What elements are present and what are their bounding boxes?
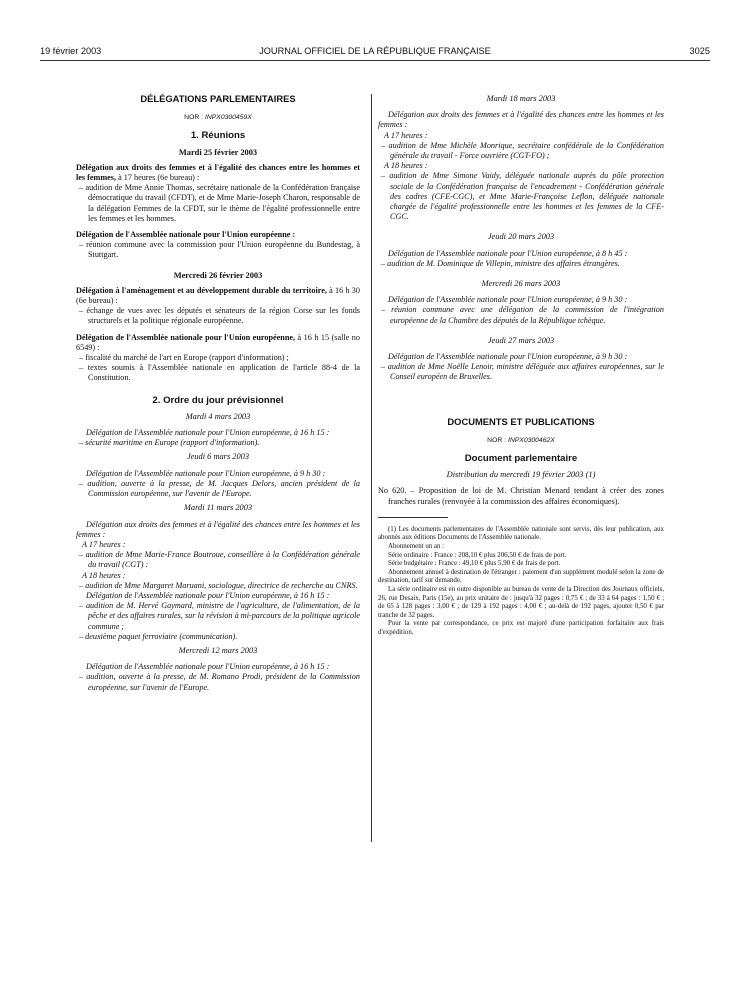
nor-reference — [378, 436, 664, 446]
agenda-item: – réunion commune avec une délégation de la commission de l'intégration européenne de la Chambre des députés de la République tchèque. — [381, 305, 664, 325]
heading-reunions: 1. Réunions — [190, 130, 246, 142]
distribution-line: Distribution du mercredi 19 février 2003 (1) — [446, 470, 596, 480]
nor-label: NOR : — [487, 436, 507, 444]
delegation-heading — [76, 286, 360, 306]
footnote-text: Série budgétaire : France : 49,10 € plus 5,90 € de frais de port. — [388, 560, 561, 568]
delegation-intro: Délégation de l'Assemblée nationale pour l'Union européenne, à 9 h 30 : — [86, 468, 326, 478]
header-title: JOURNAL OFFICIEL DE LA RÉPUBLIQUE FRANÇAISE — [259, 46, 491, 56]
date-heading: Mercredi 12 mars 2003 — [178, 645, 258, 655]
date-heading: Mardi 4 mars 2003 — [185, 411, 251, 421]
delegation-heading: Délégation de l'Assemblée nationale pour l'Union européenne : — [76, 230, 296, 240]
delegation-name: Délégation aux droits des femmes et à l'égalité des chances entre les hommes et les femmes, — [76, 162, 360, 183]
delegation-intro: Délégation aux droits des femmes et à l'égalité des chances entre les hommes et les femmes : — [378, 110, 664, 130]
agenda-item: – textes soumis à l'Assemblée nationale en application de l'article 88-4 de la Constitution. — [79, 363, 360, 383]
footnote-rule — [378, 517, 448, 518]
header-page-number: 3025 — [689, 46, 710, 56]
page-header — [40, 46, 710, 60]
agenda-item: – audition de Mme Annie Thomas, secrétaire nationale de la Confédération française démocratique du travail (CFDT), et de Mme Marie-Joseph Charon, responsable de la délégation Femmes de la CFDT, sur le thème de l'égalité professionnelle entre les femmes et les hommes. — [79, 183, 360, 223]
delegation-intro: Délégation de l'Assemblée nationale pour l'Union européenne, à 8 h 45 : — [388, 248, 628, 258]
agenda-item: – deuxième paquet ferroviaire (communication). — [79, 631, 238, 641]
section-title-delegations: DÉLÉGATIONS PARLEMENTAIRES — [140, 93, 296, 104]
date-heading: Mercredi 26 mars 2003 — [481, 279, 561, 289]
nor-code: INPX0300459X — [204, 114, 252, 122]
time-label: A 17 heures : — [82, 539, 126, 549]
date-heading: Jeudi 6 mars 2003 — [186, 452, 250, 462]
header-rule — [40, 60, 710, 61]
footnote-text: Abonnement annuel à destination de l'étranger : paiement d'un supplément modulé selon la zone de destination, tarif sur demande. — [378, 568, 664, 585]
left-column — [76, 94, 360, 693]
delegation-time: à 16 h 15 (salle no 6549) : — [76, 332, 360, 352]
document-entry: No 620. – Proposition de loi de M. Christian Menard tendant à créer des zones franches rurales (renvoyée à la commission des affaires économiques). — [378, 486, 664, 506]
agenda-item: – sécurité maritime en Europe (rapport d'information). — [79, 438, 260, 448]
date-heading: Mardi 11 mars 2003 — [183, 503, 253, 513]
footnote-text: Abonnement un an : — [388, 543, 445, 551]
heading-ordre-du-jour: 2. Ordre du jour prévisionnel — [152, 394, 284, 406]
delegation-intro: Délégation de l'Assemblée nationale pour l'Union européenne, à 16 h 15 : — [86, 662, 330, 672]
delegation-name: Délégation à l'aménagement et au développement durable du territoire, — [76, 285, 327, 295]
footnote-text: Série ordinaire : France : 208,10 € plus 206,50 € de frais de port. — [388, 551, 567, 559]
agenda-item: – audition de Mme Margaret Maruani, sociologue, directrice de recherche au CNRS. — [79, 580, 358, 590]
nor-reference — [76, 113, 360, 123]
agenda-item: – audition de Mme Marie-France Boutroue, conseillère à la Confédération générale du travail (CGT) : — [79, 550, 360, 570]
time-label: A 18 heures : — [82, 570, 126, 580]
delegation-intro: Délégation de l'Assemblée nationale pour l'Union européenne, à 16 h 15 : — [86, 428, 330, 438]
footnote-text: La série ordinaire est en outre disponible au bureau de vente de la Direction des Journaux officiels, 26, rue Desaix, Paris (15e), au prix unitaire de : jusqu'à 32 pages : 0,75 € ; de 33 à 64 pages : 1,50 € ; de 65 à 128 pages : 3,00 € ; de 129 à 192 pages : 4,00 € ; au-delà de 192 pages, ajouter 0,50 € par tranche de 32 pages. — [378, 586, 664, 619]
column-divider — [371, 94, 372, 842]
agenda-item: – fiscalité du marché de l'art en Europe (rapport d'information) ; — [79, 353, 289, 363]
footnote-text: Pour la vente par correspondance, ce prix est majoré d'une participation forfaitaire aux frais d'expédition. — [378, 620, 664, 637]
header-date: 19 février 2003 — [40, 46, 102, 56]
delegation-time: à 17 heures (6e bureau) : — [118, 173, 200, 183]
agenda-item: – audition de Mme Michèle Monrique, secrétaire confédérale de la Confédération générale du travail - Force ouvrière (CGT-FO) ; — [381, 140, 664, 161]
delegation-intro: Délégation de l'Assemblée nationale pour l'Union européenne, à 9 h 30 : — [388, 352, 628, 362]
delegation-heading — [76, 163, 360, 183]
delegation-intro: Délégation de l'Assemblée nationale pour l'Union européenne, à 9 h 30 : — [388, 295, 628, 305]
delegation-time: à 16 h 30 (6e bureau) : — [76, 285, 360, 306]
delegation-heading — [76, 333, 360, 353]
date-heading: Mardi 25 février 2003 — [178, 147, 258, 157]
delegation-name: Délégation de l'Assemblée nationale pour l'Union européenne, — [76, 332, 296, 342]
date-heading: Jeudi 20 mars 2003 — [487, 232, 555, 242]
time-label: A 17 heures : — [384, 130, 428, 140]
nor-label: NOR : — [184, 114, 204, 122]
nor-code: INPX0300462X — [507, 436, 555, 444]
agenda-item: – audition, ouverte à la presse, de M. Jacques Delors, ancien président de la Commission européenne, sur l'avenir de l'Europe. — [79, 478, 360, 499]
agenda-item: – audition de Mme Simone Vaidy, déléguée nationale auprès du pôle protection sociale de la Confédération française de l'encadrement - Confédération générale des cadres (CFE-CGC), et Mme Marie-Françoise Leflon, déléguée nationale chargée de l'égalité professionnelle entre les hommes et les femmes de la CFE-CGC. — [381, 171, 664, 222]
right-column — [378, 94, 664, 638]
date-heading: Mercredi 26 février 2003 — [173, 270, 263, 280]
section-title-documents: DOCUMENTS ET PUBLICATIONS — [447, 415, 595, 427]
agenda-item: – audition de M. Hervé Gaymard, ministre de l'agriculture, de l'alimentation, de la pêche et des affaires rurales, sur la révision à mi-parcours de la politique agricole commune ; — [79, 601, 360, 631]
footnote-text: (1) Les documents parlementaires de l'Assemblée nationale sont servis, dès leur publication, aux abonnés aux éditions Documents de l'Assemblée nationale. — [378, 525, 664, 542]
date-heading: Jeudi 27 mars 2003 — [487, 335, 555, 345]
delegation-intro: Délégation aux droits des femmes et à l'égalité des chances entre les hommes et les femmes : — [76, 519, 360, 539]
agenda-item: – audition, ouverte à la presse, de M. Romano Prodi, président de la Commission européenne, sur l'avenir de l'Europe. — [79, 672, 360, 692]
time-label: A 18 heures : — [384, 161, 428, 171]
date-heading: Mardi 18 mars 2003 — [486, 94, 556, 103]
delegation-intro: Délégation de l'Assemblée nationale pour l'Union européenne, à 16 h 15 : — [86, 590, 330, 600]
agenda-item: – audition de Mme Noëlle Lenoir, ministre déléguée aux affaires européennes, sur le Conseil européen de Bruxelles. — [381, 362, 664, 382]
agenda-item: – audition de M. Dominique de Villepin, ministre des affaires étrangères. — [381, 258, 620, 268]
heading-document-parlementaire: Document parlementaire — [464, 453, 578, 465]
agenda-item: – réunion commune avec la commission pour l'Union européenne du Bundestag, à Stuttgart. — [79, 240, 360, 260]
agenda-item: – échange de vues avec les députés et sénateurs de la région Corse sur les fonds structurels et la politique régionale européenne. — [79, 306, 360, 326]
